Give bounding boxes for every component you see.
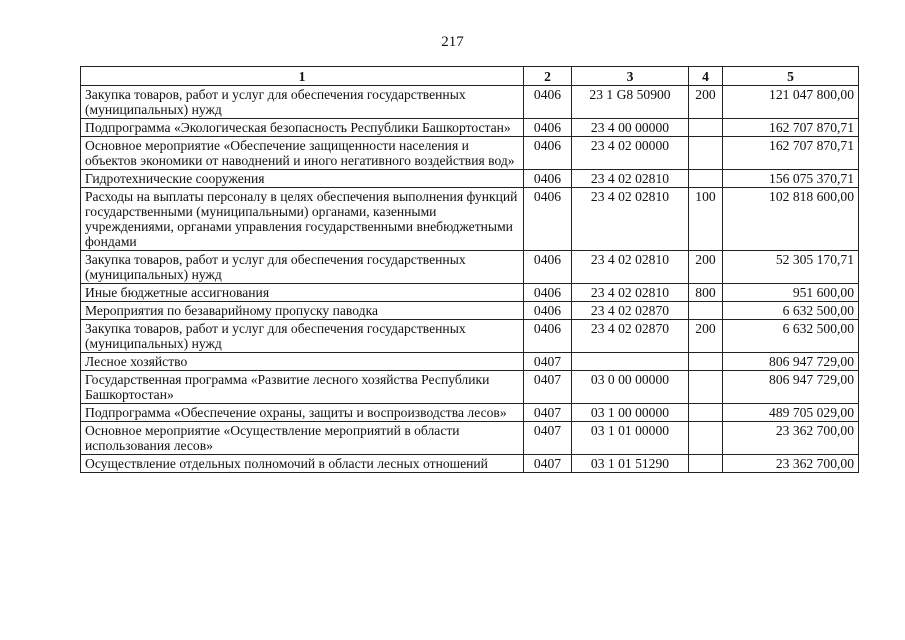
cell-target-code: 23 4 02 02810 bbox=[572, 251, 689, 284]
cell-expense-type bbox=[689, 119, 723, 137]
cell-target-code: 23 4 02 02810 bbox=[572, 188, 689, 251]
cell-section: 0406 bbox=[524, 251, 572, 284]
cell-sum: 489 705 029,00 bbox=[723, 404, 859, 422]
table-row bbox=[81, 455, 859, 473]
cell-name: Государственная программа «Развитие лесного хозяйства Республики Башкортостан» bbox=[81, 371, 524, 404]
table-row bbox=[81, 86, 859, 119]
cell-name: Осуществление отдельных полномочий в области лесных отношений bbox=[81, 455, 524, 473]
table-row bbox=[81, 119, 859, 137]
table-row bbox=[81, 284, 859, 302]
cell-section: 0406 bbox=[524, 170, 572, 188]
column-header-name: 1 bbox=[81, 67, 524, 86]
table-row bbox=[81, 137, 859, 170]
cell-name: Мероприятия по безаварийному пропуску паводка bbox=[81, 302, 524, 320]
cell-sum: 6 632 500,00 bbox=[723, 320, 859, 353]
cell-section: 0407 bbox=[524, 455, 572, 473]
column-header-expense-type: 4 bbox=[689, 67, 723, 86]
cell-target-code: 23 4 02 00000 bbox=[572, 137, 689, 170]
cell-name: Гидротехнические сооружения bbox=[81, 170, 524, 188]
cell-sum: 121 047 800,00 bbox=[723, 86, 859, 119]
cell-section: 0406 bbox=[524, 119, 572, 137]
table-row bbox=[81, 353, 859, 371]
table-row bbox=[81, 371, 859, 404]
column-header-target-code: 3 bbox=[572, 67, 689, 86]
cell-expense-type bbox=[689, 371, 723, 404]
cell-target-code bbox=[572, 353, 689, 371]
cell-target-code: 03 1 00 00000 bbox=[572, 404, 689, 422]
cell-expense-type bbox=[689, 422, 723, 455]
cell-sum: 806 947 729,00 bbox=[723, 353, 859, 371]
table-row bbox=[81, 422, 859, 455]
cell-section: 0407 bbox=[524, 353, 572, 371]
cell-sum: 23 362 700,00 bbox=[723, 455, 859, 473]
cell-expense-type: 200 bbox=[689, 86, 723, 119]
table-row bbox=[81, 320, 859, 353]
cell-expense-type bbox=[689, 353, 723, 371]
cell-expense-type bbox=[689, 455, 723, 473]
cell-section: 0406 bbox=[524, 302, 572, 320]
cell-expense-type bbox=[689, 404, 723, 422]
cell-section: 0406 bbox=[524, 188, 572, 251]
cell-section: 0406 bbox=[524, 86, 572, 119]
cell-sum: 806 947 729,00 bbox=[723, 371, 859, 404]
cell-sum: 162 707 870,71 bbox=[723, 137, 859, 170]
cell-section: 0407 bbox=[524, 404, 572, 422]
cell-expense-type: 100 bbox=[689, 188, 723, 251]
cell-name: Лесное хозяйство bbox=[81, 353, 524, 371]
cell-expense-type: 200 bbox=[689, 251, 723, 284]
cell-expense-type: 200 bbox=[689, 320, 723, 353]
cell-name: Основное мероприятие «Обеспечение защищенности населения и объектов экономики от наводнений и иного негативного воздействия вод» bbox=[81, 137, 524, 170]
column-header-sum: 5 bbox=[723, 67, 859, 86]
cell-sum: 162 707 870,71 bbox=[723, 119, 859, 137]
column-header-section: 2 bbox=[524, 67, 572, 86]
table-body bbox=[81, 86, 859, 473]
cell-target-code: 23 4 02 02810 bbox=[572, 284, 689, 302]
cell-name: Закупка товаров, работ и услуг для обеспечения государственных (муниципальных) нужд bbox=[81, 320, 524, 353]
cell-name: Иные бюджетные ассигнования bbox=[81, 284, 524, 302]
cell-target-code: 23 4 00 00000 bbox=[572, 119, 689, 137]
cell-target-code: 23 4 02 02810 bbox=[572, 170, 689, 188]
cell-target-code: 03 1 01 51290 bbox=[572, 455, 689, 473]
cell-name: Основное мероприятие «Осуществление мероприятий в области использования лесов» bbox=[81, 422, 524, 455]
cell-target-code: 03 0 00 00000 bbox=[572, 371, 689, 404]
cell-name: Расходы на выплаты персоналу в целях обеспечения выполнения функций государственными (муниципальными) органами, казенными учреждениями, органами управления государственными внебюджетными фондами bbox=[81, 188, 524, 251]
cell-section: 0406 bbox=[524, 137, 572, 170]
table-row bbox=[81, 302, 859, 320]
cell-sum: 23 362 700,00 bbox=[723, 422, 859, 455]
cell-section: 0406 bbox=[524, 284, 572, 302]
cell-section: 0406 bbox=[524, 320, 572, 353]
cell-target-code: 03 1 01 00000 bbox=[572, 422, 689, 455]
cell-target-code: 23 1 G8 50900 bbox=[572, 86, 689, 119]
table-row bbox=[81, 188, 859, 251]
table-row bbox=[81, 251, 859, 284]
cell-name: Подпрограмма «Обеспечение охраны, защиты и воспроизводства лесов» bbox=[81, 404, 524, 422]
cell-target-code: 23 4 02 02870 bbox=[572, 302, 689, 320]
cell-expense-type: 800 bbox=[689, 284, 723, 302]
cell-section: 0407 bbox=[524, 422, 572, 455]
cell-target-code: 23 4 02 02870 bbox=[572, 320, 689, 353]
cell-expense-type bbox=[689, 302, 723, 320]
page-number: 217 bbox=[441, 34, 464, 50]
cell-sum: 102 818 600,00 bbox=[723, 188, 859, 251]
table-row bbox=[81, 404, 859, 422]
budget-table bbox=[80, 66, 859, 473]
cell-expense-type bbox=[689, 137, 723, 170]
cell-expense-type bbox=[689, 170, 723, 188]
cell-name: Закупка товаров, работ и услуг для обеспечения государственных (муниципальных) нужд bbox=[81, 251, 524, 284]
cell-sum: 156 075 370,71 bbox=[723, 170, 859, 188]
cell-name: Подпрограмма «Экологическая безопасность Республики Башкортостан» bbox=[81, 119, 524, 137]
cell-sum: 52 305 170,71 bbox=[723, 251, 859, 284]
cell-sum: 951 600,00 bbox=[723, 284, 859, 302]
cell-section: 0407 bbox=[524, 371, 572, 404]
table-header-row bbox=[81, 67, 859, 86]
cell-name: Закупка товаров, работ и услуг для обеспечения государственных (муниципальных) нужд bbox=[81, 86, 524, 119]
cell-sum: 6 632 500,00 bbox=[723, 302, 859, 320]
table-row bbox=[81, 170, 859, 188]
